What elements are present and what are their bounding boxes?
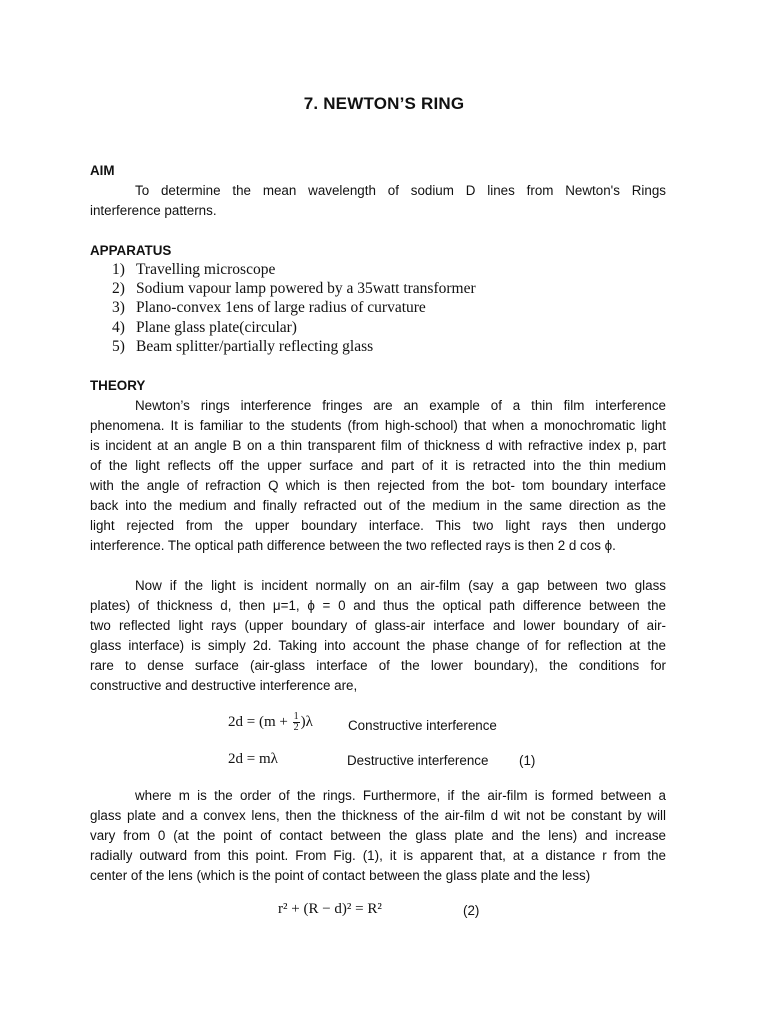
text-line: two reflected light rays (upper boundary of glass-air interface and lower boundary of air- xyxy=(90,618,666,633)
text-line: rare to dense surface (air-glass interface of the lower boundary), the conditions for xyxy=(90,658,666,673)
text-line: glass interface) is simply 2d. Taking into account the phase change of for reflection at the xyxy=(90,638,666,653)
list-item xyxy=(112,337,476,356)
text-line: vary from 0 (at the point of contact between the glass plate and the lens) and increase xyxy=(90,828,666,843)
text-line: radially outward from this point. From Fig. (1), it is apparent that, at a distance r from the xyxy=(90,848,666,863)
text-line: of the light reflects off the upper surface and part of it is retracted into the thin medium xyxy=(90,458,666,473)
equation-rhs: )λ xyxy=(300,713,313,730)
theory-paragraph-1 xyxy=(90,396,666,556)
fraction-denominator: 2 xyxy=(293,722,299,733)
list-item-number: 1) xyxy=(112,261,125,278)
equation-number: (2) xyxy=(463,903,480,918)
text-line: back into the medium and finally refracted out of the medium in the same direction as the xyxy=(90,498,666,513)
equation-label-destructive: Destructive interference xyxy=(347,753,489,768)
theory-paragraph-3 xyxy=(90,786,666,886)
text-line: plates) of thickness d, then μ=1, ϕ = 0 and thus the optical path difference between the xyxy=(90,598,666,613)
text-line: Newton’s rings interference fringes are an example of a thin film interference xyxy=(135,398,666,413)
equation-label-constructive: Constructive interference xyxy=(348,718,497,733)
text-line: phenomena. It is familiar to the students (from high-school) that when a monochromatic light xyxy=(90,418,666,433)
list-item-number: 2) xyxy=(112,280,125,298)
list-item xyxy=(112,260,476,279)
text-line: with the angle of refraction Q which is then rejected from the bot- tom boundary interface xyxy=(90,478,666,493)
aim-heading: AIM xyxy=(90,163,115,178)
list-item-number: 3) xyxy=(112,299,125,317)
page-title: 7. NEWTON’S RING xyxy=(303,94,465,113)
text-line: interference. The optical path difference between the two reflected rays is then 2 d cos ϕ. xyxy=(90,538,616,553)
text-line: Now if the light is incident normally on an air-film (say a gap between two glass xyxy=(135,578,666,593)
list-item-text: Travelling microscope xyxy=(136,261,276,278)
text-line: constructive and destructive interference are, xyxy=(90,678,358,693)
list-item-text: Beam splitter/partially reflecting glass xyxy=(136,337,374,355)
text-line: is incident at an angle B on a thin transparent film of thickness d with refractive index p, part xyxy=(90,438,666,453)
equation-2: r² + (R − d)² = R² xyxy=(278,901,382,917)
text-line: light rejected from the upper boundary interface. This two light rays then undergo xyxy=(90,518,666,533)
list-item xyxy=(112,318,476,337)
list-item-text: Plane glass plate(circular) xyxy=(136,318,297,336)
aim-paragraph xyxy=(90,181,666,221)
theory-heading: THEORY xyxy=(90,378,146,393)
equation-constructive xyxy=(228,712,313,733)
list-item-number: 4) xyxy=(112,318,125,336)
equation-number: (1) xyxy=(519,753,536,768)
aim-line: To determine the mean wavelength of sodium D lines from Newton's Rings xyxy=(135,183,666,198)
aim-line: interference patterns. xyxy=(90,203,217,218)
list-item-text: Plano-convex 1ens of large radius of curvature xyxy=(136,299,426,317)
text-line: where m is the order of the rings. Furthermore, if the air-film is formed between a xyxy=(135,788,666,803)
apparatus-list xyxy=(112,260,476,356)
list-item xyxy=(112,298,476,317)
apparatus-heading: APPARATUS xyxy=(90,243,172,258)
text-line: glass plate and a convex lens, then the thickness of the air-film d wit not be constant by will xyxy=(90,808,666,823)
list-item-number: 5) xyxy=(112,337,125,355)
fraction-numerator: 1 xyxy=(293,711,299,722)
equation-lhs: 2d = (m + xyxy=(228,713,292,730)
text-line: center of the lens (which is the point of contact between the glass plate and the less) xyxy=(90,868,591,883)
list-item-text: Sodium vapour lamp powered by a 35watt transformer xyxy=(136,280,476,298)
equation-destructive: 2d = mλ xyxy=(228,751,278,767)
fraction xyxy=(293,712,300,733)
theory-paragraph-2 xyxy=(90,576,666,696)
list-item xyxy=(112,279,476,298)
